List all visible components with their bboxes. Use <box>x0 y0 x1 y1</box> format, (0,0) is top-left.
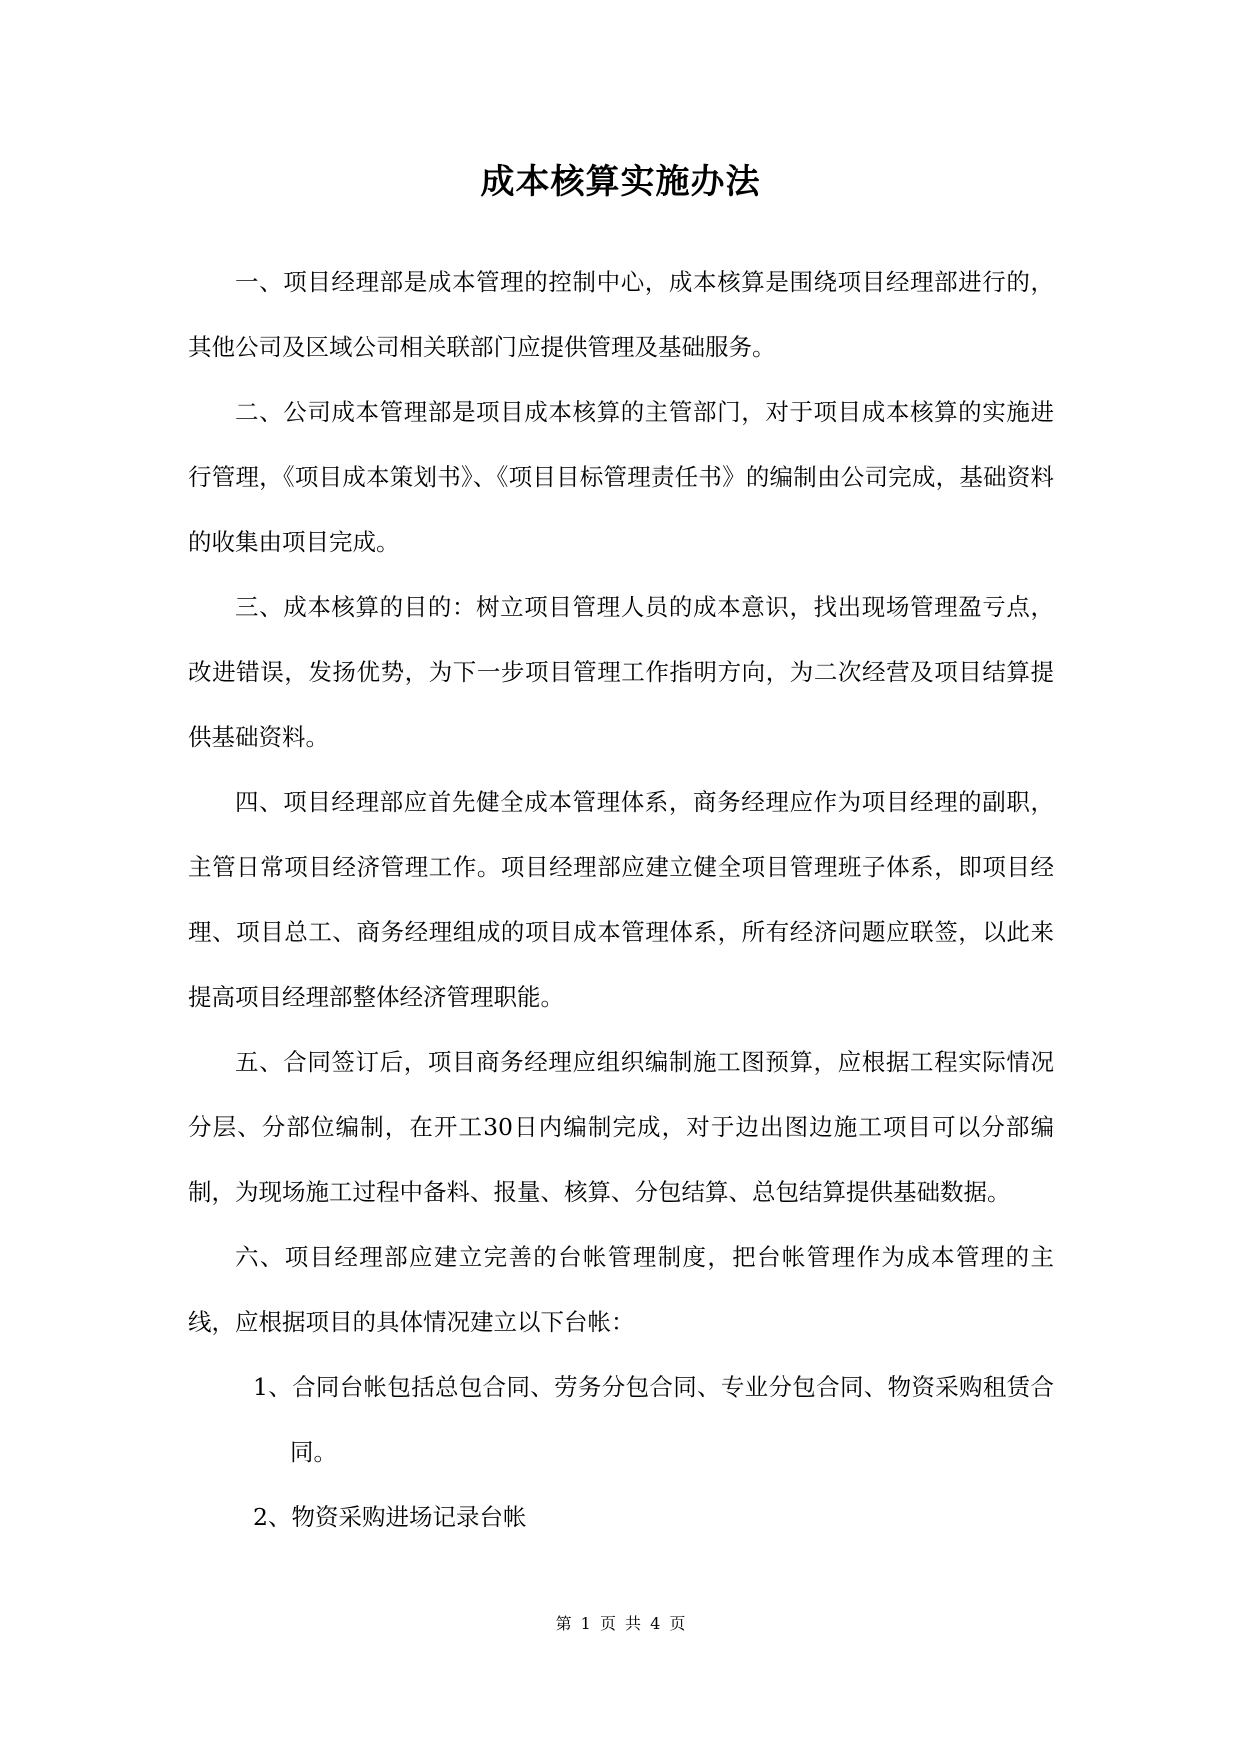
document-title: 成本核算实施办法 <box>480 162 761 202</box>
document-body <box>188 250 1054 1550</box>
paragraph-4: 四、项目经理部应首先健全成本管理体系，商务经理应作为项目经理的副职，主管日常项目经济管理工作。项目经理部应建立健全项目管理班子体系，即项目经理、项目总工、商务经理组成的项目成本管理体系，所有经济问题应联签，以此来提高项目经理部整体经济管理职能。 <box>188 788 1054 1011</box>
paragraph-2: 二、公司成本管理部是项目成本核算的主管部门，对于项目成本核算的实施进行管理，《项目成本策划书》、《项目目标管理责任书》的编制由公司完成，基础资料的收集由项目完成。 <box>188 398 1054 556</box>
paragraph-3: 三、成本核算的目的：树立项目管理人员的成本意识，找出现场管理盈亏点，改进错误，发扬优势，为下一步项目管理工作指明方向，为二次经营及项目结算提供基础资料。 <box>188 593 1054 751</box>
paragraph-1: 一、项目经理部是成本管理的控制中心，成本核算是围绕项目经理部进行的，其他公司及区域公司相关联部门应提供管理及基础服务。 <box>188 268 1054 361</box>
paragraph-5: 五、合同签订后，项目商务经理应组织编制施工图预算，应根据工程实际情况分层、分部位编制，在开工30日内编制完成，对于边出图边施工项目可以分部编制，为现场施工过程中备料、报量、核算、分包结算、总包结算提供基础数据。 <box>188 1048 1054 1206</box>
page-number-footer: 第 1 页 共 4 页 <box>555 1614 686 1633</box>
list-item-2: 2、物资采购进场记录台帐 <box>253 1503 527 1531</box>
list-item-1: 1、合同台帐包括总包合同、劳务分包合同、专业分包合同、物资采购租赁合同。 <box>253 1373 1054 1466</box>
paragraph-6: 六、项目经理部应建立完善的台帐管理制度，把台帐管理作为成本管理的主线，应根据项目的具体情况建立以下台帐： <box>188 1243 1054 1336</box>
